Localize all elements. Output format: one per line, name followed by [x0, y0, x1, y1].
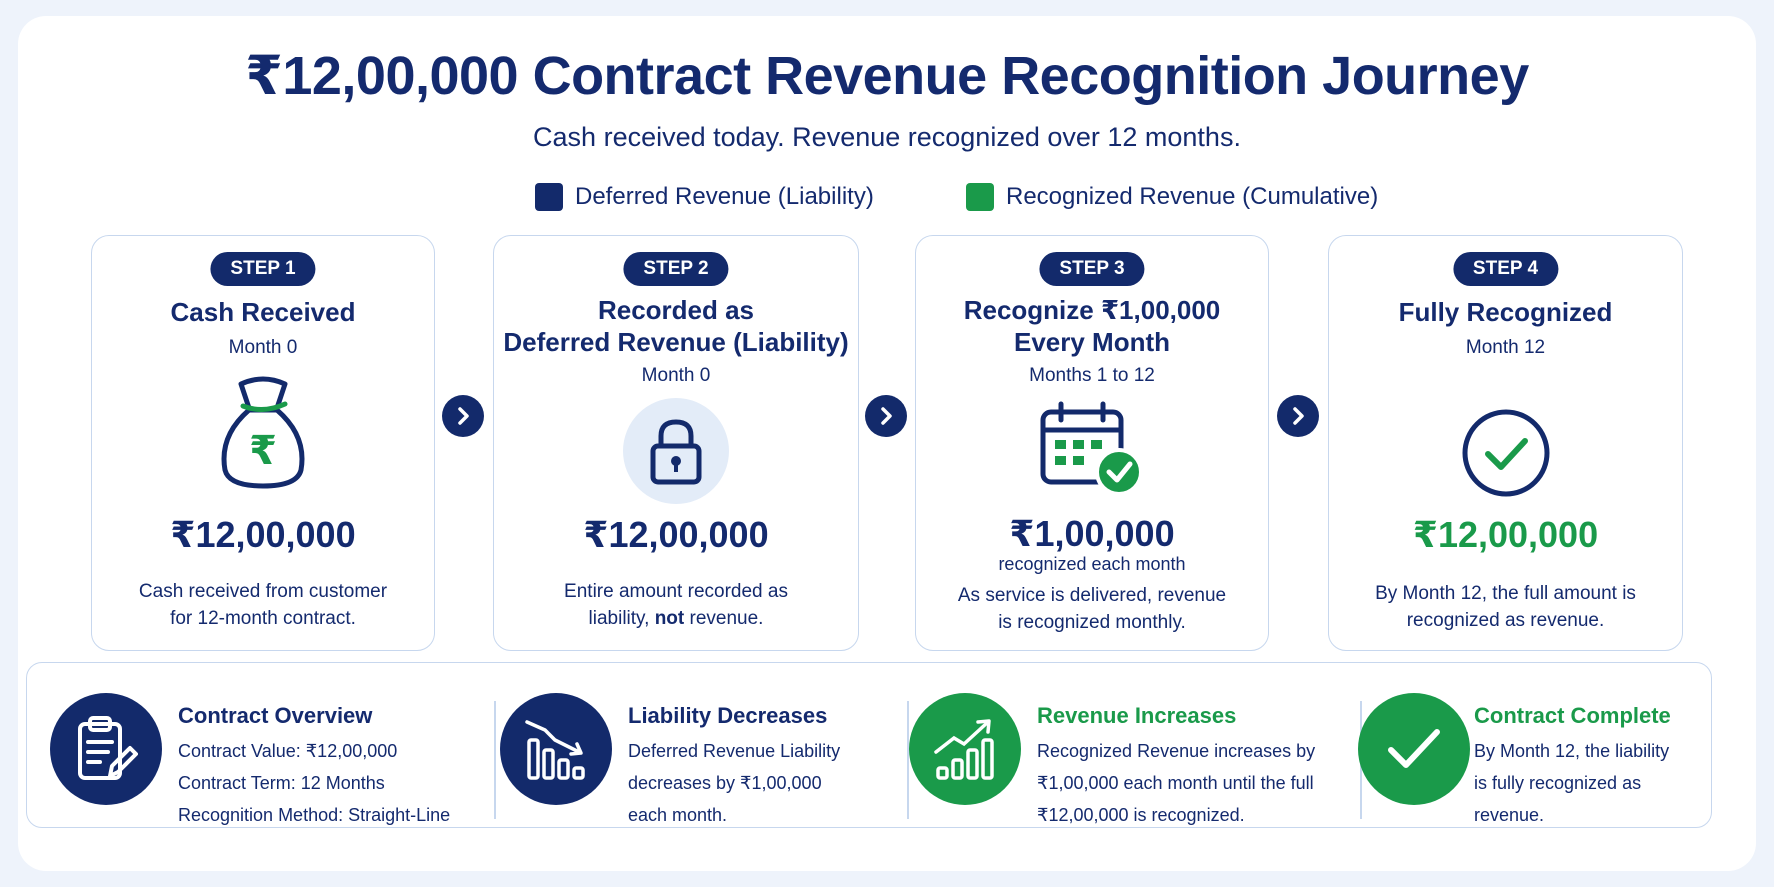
step-amount: ₹12,00,000 [1412, 514, 1599, 555]
summary-line: Contract Term: 12 Months [178, 773, 385, 793]
title-line: Every Month [1013, 327, 1171, 357]
summary-bar [26, 662, 1712, 828]
calendar-check-icon [1037, 400, 1147, 505]
page-subtitle: Cash received today. Revenue recognized over 12 months. [533, 122, 1241, 152]
summary-line: Recognition Method: Straight-Line [178, 805, 451, 825]
step-title [916, 294, 1268, 358]
step-card-3 [915, 235, 1269, 651]
step-amount: ₹12,00,000 [170, 514, 356, 555]
summary-title: Contract Overview [178, 703, 373, 728]
step-period: Month 0 [641, 365, 711, 386]
step-amount-note: recognized each month [998, 554, 1186, 574]
description-line: is recognized monthly. [998, 612, 1186, 633]
summary-line: is fully recognized as [1474, 773, 1642, 793]
step-title: Fully Recognized [1398, 297, 1613, 327]
summary-card-contract-complete [1360, 663, 1700, 827]
step-period: Month 0 [228, 337, 298, 358]
summary-line: Deferred Revenue Liability [628, 741, 841, 761]
summary-text [1474, 735, 1669, 831]
step-card-4 [1328, 235, 1683, 651]
step-period: Month 12 [1465, 337, 1546, 358]
step-badge: STEP 1 [210, 252, 315, 286]
description-text: revenue. [684, 608, 764, 629]
description-line: As service is delivered, revenue [957, 585, 1227, 606]
step-badge: STEP 4 [1453, 252, 1558, 286]
deferred-swatch [535, 183, 563, 211]
step-amount: ₹1,00,000 [1009, 513, 1175, 554]
svg-text:₹: ₹ [249, 428, 277, 474]
page-title: ₹12,00,000 Contract Revenue Recognition Journey [245, 46, 1529, 106]
summary-text [628, 735, 840, 831]
legend-item-deferred [535, 182, 874, 212]
step-badge: STEP 2 [623, 252, 728, 286]
description-line: Cash received from customer [138, 581, 388, 602]
description-line: Entire amount recorded as [564, 581, 788, 602]
step-amount: ₹12,00,000 [583, 514, 769, 555]
money-bag-icon [213, 374, 313, 495]
recognized-swatch [966, 183, 994, 211]
description-line [494, 605, 858, 632]
step-description [916, 582, 1268, 636]
description-text: liability, [588, 608, 655, 629]
legend-item-recognized [966, 182, 1378, 212]
summary-title: Revenue Increases [1037, 703, 1237, 728]
step-description [1329, 580, 1682, 634]
summary-line: each month. [628, 805, 728, 825]
summary-title: Liability Decreases [628, 703, 828, 728]
legend-label: Deferred Revenue (Liability) [575, 183, 874, 210]
step-card-2 [493, 235, 859, 651]
step-card-1 [91, 235, 435, 651]
title-line: Recorded as [597, 295, 755, 325]
chevron-right-icon [1277, 395, 1319, 437]
summary-line: ₹12,00,000 is recognized. [1037, 805, 1245, 825]
summary-text [178, 735, 450, 831]
checkmark-icon [1358, 693, 1470, 805]
clipboard-pen-icon [50, 693, 162, 805]
title-line: Recognize ₹1,00,000 [963, 295, 1221, 325]
summary-card-revenue-increases [909, 663, 1349, 827]
chevron-right-icon [442, 395, 484, 437]
check-circle-icon [1461, 408, 1551, 503]
description-line: By Month 12, the full amount is [1375, 583, 1636, 604]
summary-card-liability-decreases [500, 663, 900, 827]
description-emphasis: not [654, 608, 685, 629]
summary-line: ₹1,00,000 each month until the full [1037, 773, 1314, 793]
summary-text [1037, 735, 1315, 831]
step-title: Cash Received [170, 297, 356, 327]
step-title [494, 294, 858, 358]
step-description [494, 578, 858, 632]
description-line: recognized as revenue. [1406, 610, 1605, 631]
legend-label: Recognized Revenue (Cumulative) [1006, 183, 1379, 210]
summary-title: Contract Complete [1474, 703, 1671, 728]
chevron-right-icon [865, 395, 907, 437]
step-badge: STEP 3 [1039, 252, 1144, 286]
lock-icon [623, 398, 729, 509]
decreasing-bars-icon [500, 693, 612, 805]
summary-line: By Month 12, the liability [1474, 741, 1670, 761]
step-description [92, 578, 434, 632]
summary-card-contract-overview [50, 663, 490, 827]
description-line: for 12-month contract. [170, 608, 356, 629]
summary-line: decreases by ₹1,00,000 [628, 773, 822, 793]
divider [494, 701, 496, 819]
summary-line: revenue. [1474, 805, 1545, 825]
summary-line: Recognized Revenue increases by [1037, 741, 1316, 761]
summary-line: Contract Value: ₹12,00,000 [178, 741, 398, 761]
step-period: Months 1 to 12 [1029, 365, 1155, 386]
increasing-bars-icon [909, 693, 1021, 805]
title-line: Deferred Revenue (Liability) [503, 327, 849, 357]
